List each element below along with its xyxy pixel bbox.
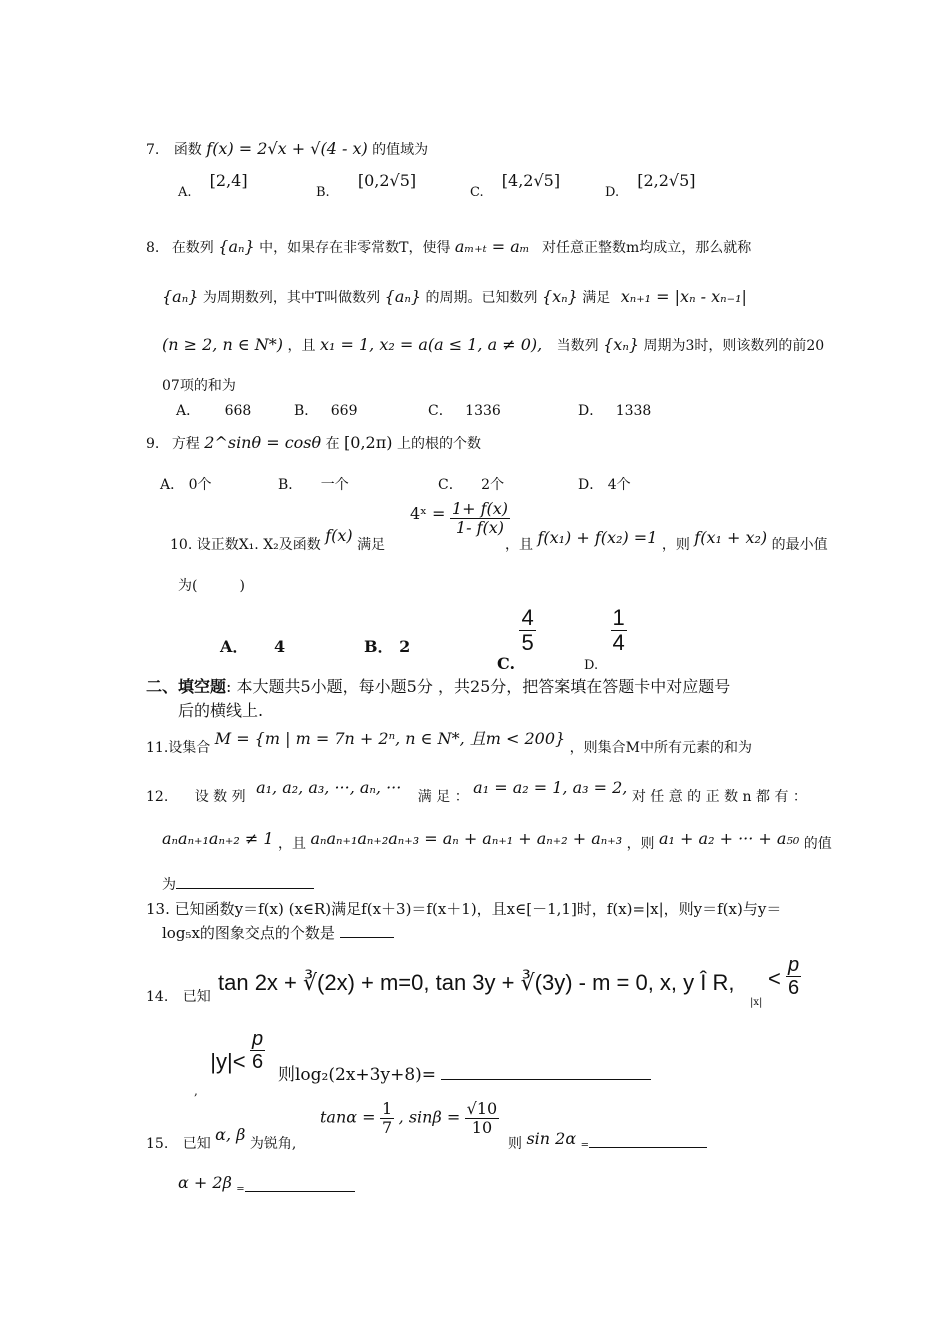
q11-line	[146, 729, 753, 757]
frac-numerator: p	[252, 1028, 264, 1050]
q9-tail: 上的根的个数	[396, 436, 481, 452]
q8-seq: {xₙ}	[603, 335, 639, 354]
q8-seq: {xₙ}	[541, 287, 578, 306]
q15-tan: tanα =	[320, 1107, 376, 1127]
option-label: A.	[178, 185, 192, 200]
q10-line1-right	[505, 528, 828, 554]
q13-line1	[146, 900, 781, 918]
q8-option-b	[294, 402, 357, 420]
q8-text: 07项的和为	[162, 378, 236, 394]
q10-rel-frac	[450, 500, 510, 537]
q10-text: 满足	[357, 537, 386, 553]
q15-sin: , sinβ =	[398, 1107, 461, 1127]
q8-text: 中，如果存在非零常数T，使得	[259, 240, 451, 256]
q15-text: 则	[508, 1136, 522, 1152]
q12-cond3: aₙaₙ₊₁aₙ₊₂aₙ₊₃ = aₙ + aₙ₊₁ + aₙ₊₂ + aₙ₊₃	[310, 829, 623, 848]
option-value: [0,2√5]	[357, 171, 417, 190]
q13-text: log₅x的图象交点的个数是	[162, 924, 335, 942]
option-label: C．	[428, 403, 453, 419]
option-value: 0个	[188, 477, 212, 493]
q8-text: ，且	[287, 338, 316, 354]
q14-absx	[750, 994, 762, 1012]
q14-lead: 已知	[182, 989, 211, 1005]
q8-line1	[146, 238, 751, 257]
q14-eq: tan 2x + ∛(2x) + m=0, tan 3y + ∛(3y) - m = 0, x, y Î R,	[218, 970, 735, 995]
frac-denominator: 6	[252, 1051, 264, 1073]
option-value: [4,2√5]	[501, 171, 561, 190]
q12-text: 的值	[803, 836, 832, 852]
q15-ask1	[508, 1129, 707, 1155]
q11-tail: ，则集合M中所有元素的和为	[569, 740, 753, 756]
q12-lead: 设 数 列	[194, 789, 246, 805]
q7-tail: 的值域为	[372, 142, 429, 158]
q15-expr1: sin 2α	[526, 1129, 577, 1148]
q14-lt: <	[768, 966, 781, 991]
q15-eq: =	[236, 1184, 245, 1195]
option-label: A．	[176, 403, 201, 419]
q9-equation: 2^sinθ = cosθ	[204, 433, 322, 452]
q13-line2	[162, 924, 394, 942]
option-value: 2个	[481, 477, 505, 493]
q8-option-a	[176, 402, 251, 420]
q7-number: 7.	[146, 142, 160, 158]
q15-text: 为锐角,	[249, 1136, 297, 1152]
q12-text: ，则	[626, 836, 655, 852]
frac-denominator: 7	[382, 1118, 393, 1137]
q14-comma: ,	[194, 1083, 198, 1098]
q14-ask	[278, 1064, 651, 1086]
q15-formula	[320, 1100, 499, 1137]
q10-text: 的最小值	[771, 537, 828, 553]
q7-option-a	[178, 171, 248, 202]
q7-option-d	[605, 171, 696, 202]
q15-answer1-blank[interactable]	[589, 1147, 707, 1148]
option-value: [2,4]	[209, 171, 248, 190]
q9-text: 在	[325, 436, 340, 452]
section-text: : 本大题共5小题，每小题5分 ，共25分，把答案填在答题卡中对应题号	[226, 677, 731, 696]
q13-number: 13.	[146, 900, 170, 918]
q8-text: 当数列	[556, 338, 599, 354]
q14-lt1	[768, 966, 781, 991]
option-label: A．	[220, 637, 249, 656]
option-label: B．	[278, 477, 303, 493]
frac-denominator: 10	[471, 1118, 493, 1137]
section-title: 二、填空题	[146, 677, 227, 696]
q9-interval: [0,2π)	[344, 433, 393, 452]
q10-option-c	[497, 605, 536, 673]
q15-answer2-blank[interactable]	[245, 1191, 355, 1192]
q10-option-a	[220, 638, 285, 656]
q14-equation	[218, 968, 735, 998]
frac-denominator: 5	[521, 630, 534, 655]
option-label: C.	[497, 653, 516, 673]
q8-text: 为周期数列，其中T叫做数列	[202, 290, 381, 306]
q9-number: 9.	[146, 436, 160, 452]
q8-text: 在数列	[171, 240, 214, 256]
option-value: 2	[399, 637, 411, 656]
q10-text: ，则	[661, 537, 690, 553]
q15-line1	[146, 1125, 297, 1153]
q15-lead: 已知	[182, 1136, 211, 1152]
q15-sin-frac	[465, 1100, 500, 1137]
option-label: D．	[578, 403, 604, 419]
option-label: C.	[470, 185, 484, 200]
option-value: [2,2√5]	[637, 171, 696, 190]
section-text: 后的横线上.	[178, 701, 264, 720]
option-label: A．	[160, 477, 185, 493]
q10-text: 设正数X₁. X₂及函数	[196, 537, 321, 553]
q14-line1	[146, 988, 211, 1006]
q12-text: 满 足 ：	[417, 789, 469, 805]
option-label: D．	[578, 477, 604, 493]
q9-option-b	[278, 476, 349, 494]
q14-answer-blank[interactable]	[441, 1079, 651, 1080]
q8-seq: {aₙ}	[218, 237, 255, 256]
q8-option-c	[428, 402, 501, 420]
q7-line	[146, 140, 428, 159]
frac-numerator: p	[788, 954, 800, 976]
q12-number: 12.	[146, 789, 169, 805]
q10-option-d-frac	[611, 606, 627, 655]
q12-line2	[162, 829, 832, 853]
option-label: B．	[364, 637, 394, 656]
q15-tan-frac	[380, 1100, 394, 1137]
q8-recurrence: xₙ₊₁ = |xₙ - xₙ₋₁|	[620, 287, 747, 306]
q12-sum: a₁ + a₂ + ··· + a₅₀	[659, 829, 800, 848]
q12-cond2: aₙaₙ₊₁aₙ₊₂ ≠ 1	[162, 829, 274, 848]
q9-lead: 方程	[171, 436, 200, 452]
option-value: 668	[224, 403, 252, 419]
q8-text: 对任意正整数m均成立，那么就称	[542, 240, 752, 256]
q15-eq: =	[580, 1140, 589, 1151]
q15-ask2	[178, 1173, 355, 1199]
q9-line	[146, 434, 481, 453]
q9-option-c	[438, 476, 504, 494]
option-value: 1336	[465, 403, 501, 419]
frac-numerator: 1+ f(x)	[451, 499, 509, 518]
option-label: B.	[316, 185, 330, 200]
q10-sum: f(x₁) + f(x₂) =1	[537, 528, 658, 547]
q12-text: ，且	[278, 836, 306, 852]
q12-answer-blank[interactable]	[176, 888, 314, 889]
q8-cond: aₘ₊ₜ = aₘ	[454, 237, 530, 256]
section2-heading-line2	[178, 700, 263, 722]
q14-ask-text: 则log₂(2x+3y+8)=	[278, 1065, 437, 1085]
q8-option-d	[578, 402, 651, 420]
q7-lead: 函数	[173, 142, 202, 158]
q14-absx-text: |x|	[750, 997, 763, 1008]
q12-tail: 对 任 意 的 正 数 n 都 有 ：	[631, 789, 807, 805]
q12-line1	[146, 778, 807, 806]
q10-fx: f(x)	[325, 526, 353, 545]
q10-option-c-frac	[519, 606, 535, 655]
q8-seq: {aₙ}	[384, 287, 422, 306]
q10-rel-lhs: 4ˣ =	[410, 503, 446, 523]
q14-absy: |y|<	[210, 1048, 246, 1074]
q7-option-b	[316, 171, 417, 202]
q11-set: M = {m | m = 7n + 2ⁿ, n ∈ N*, 且m < 200}	[214, 729, 566, 748]
q8-init: x₁ = 1, x₂ = a(a ≤ 1, a ≠ 0),	[319, 335, 543, 354]
q10-target: f(x₁ + x₂)	[694, 528, 768, 547]
q13-text: 已知函数y＝f(x) (x∈R)满足f(x＋3)＝f(x＋1)，且x∈[－1,1]时，f(x)=|x|，则y＝f(x)与y＝	[174, 900, 782, 918]
q8-seq: {aₙ}	[162, 287, 199, 306]
q10-text: 为( )	[178, 578, 245, 594]
option-label: B．	[294, 403, 319, 419]
q10-text: ，且	[505, 537, 533, 553]
q15-number: 15.	[146, 1136, 169, 1152]
frac-numerator: 1	[612, 605, 625, 630]
q14-number: 14.	[146, 989, 169, 1005]
q7-formula: f(x) = 2√x + √(4 - x)	[206, 139, 368, 158]
option-value: 1338	[615, 403, 652, 419]
q11-number: 11.	[146, 740, 169, 756]
q8-line3	[162, 336, 824, 355]
q10-line2	[178, 577, 245, 595]
q14-frac1-box	[786, 954, 801, 999]
frac-denominator: 1- f(x)	[455, 518, 505, 537]
q8-line2	[162, 288, 747, 307]
frac-denominator: 4	[612, 630, 625, 655]
option-label: D.	[584, 657, 599, 673]
frac-numerator: 4	[521, 605, 534, 630]
option-label: C．	[438, 477, 463, 493]
option-value: 4	[274, 637, 286, 656]
q14-frac1	[786, 954, 801, 999]
option-value: 4个	[607, 477, 631, 493]
q14-line2	[194, 1028, 265, 1098]
q15-vars: α, β	[215, 1125, 246, 1144]
frac-numerator: √10	[466, 1099, 498, 1118]
q8-text: 周期为3时，则该数列的前20	[643, 338, 825, 354]
q10-option-d	[584, 605, 627, 673]
frac-numerator: 1	[382, 1099, 393, 1118]
q12-seq: a₁, a₂, a₃, ···, aₙ, ···	[256, 778, 402, 797]
q8-line4	[162, 377, 236, 395]
q9-option-a	[160, 476, 212, 494]
q15-expr2: α + 2β	[178, 1173, 232, 1192]
q13-answer-blank[interactable]	[340, 937, 394, 938]
q11-lead: 设集合	[168, 740, 211, 756]
option-value: 669	[330, 403, 358, 419]
q10-relation	[410, 500, 510, 537]
q8-text: 的周期。已知数列	[425, 290, 538, 306]
q9-option-d	[578, 476, 631, 494]
option-label: D.	[605, 185, 620, 200]
q8-text: 满足	[582, 290, 611, 306]
section2-heading	[146, 676, 730, 698]
q8-domain: (n ≥ 2, n ∈ N*)	[162, 335, 284, 354]
q10-number: 10.	[170, 537, 193, 553]
option-value: 一个	[320, 477, 349, 493]
q12-line3	[162, 876, 314, 894]
q10-line1	[170, 526, 386, 554]
q10-option-b	[364, 638, 410, 656]
q14-frac2-box	[250, 1028, 265, 1073]
frac-denominator: 6	[788, 977, 800, 999]
q12-cond: a₁ = a₂ = 1, a₃ = 2,	[473, 778, 628, 797]
q8-number: 8.	[146, 240, 160, 256]
q12-text: 为	[162, 877, 176, 893]
q7-option-c	[470, 171, 561, 202]
